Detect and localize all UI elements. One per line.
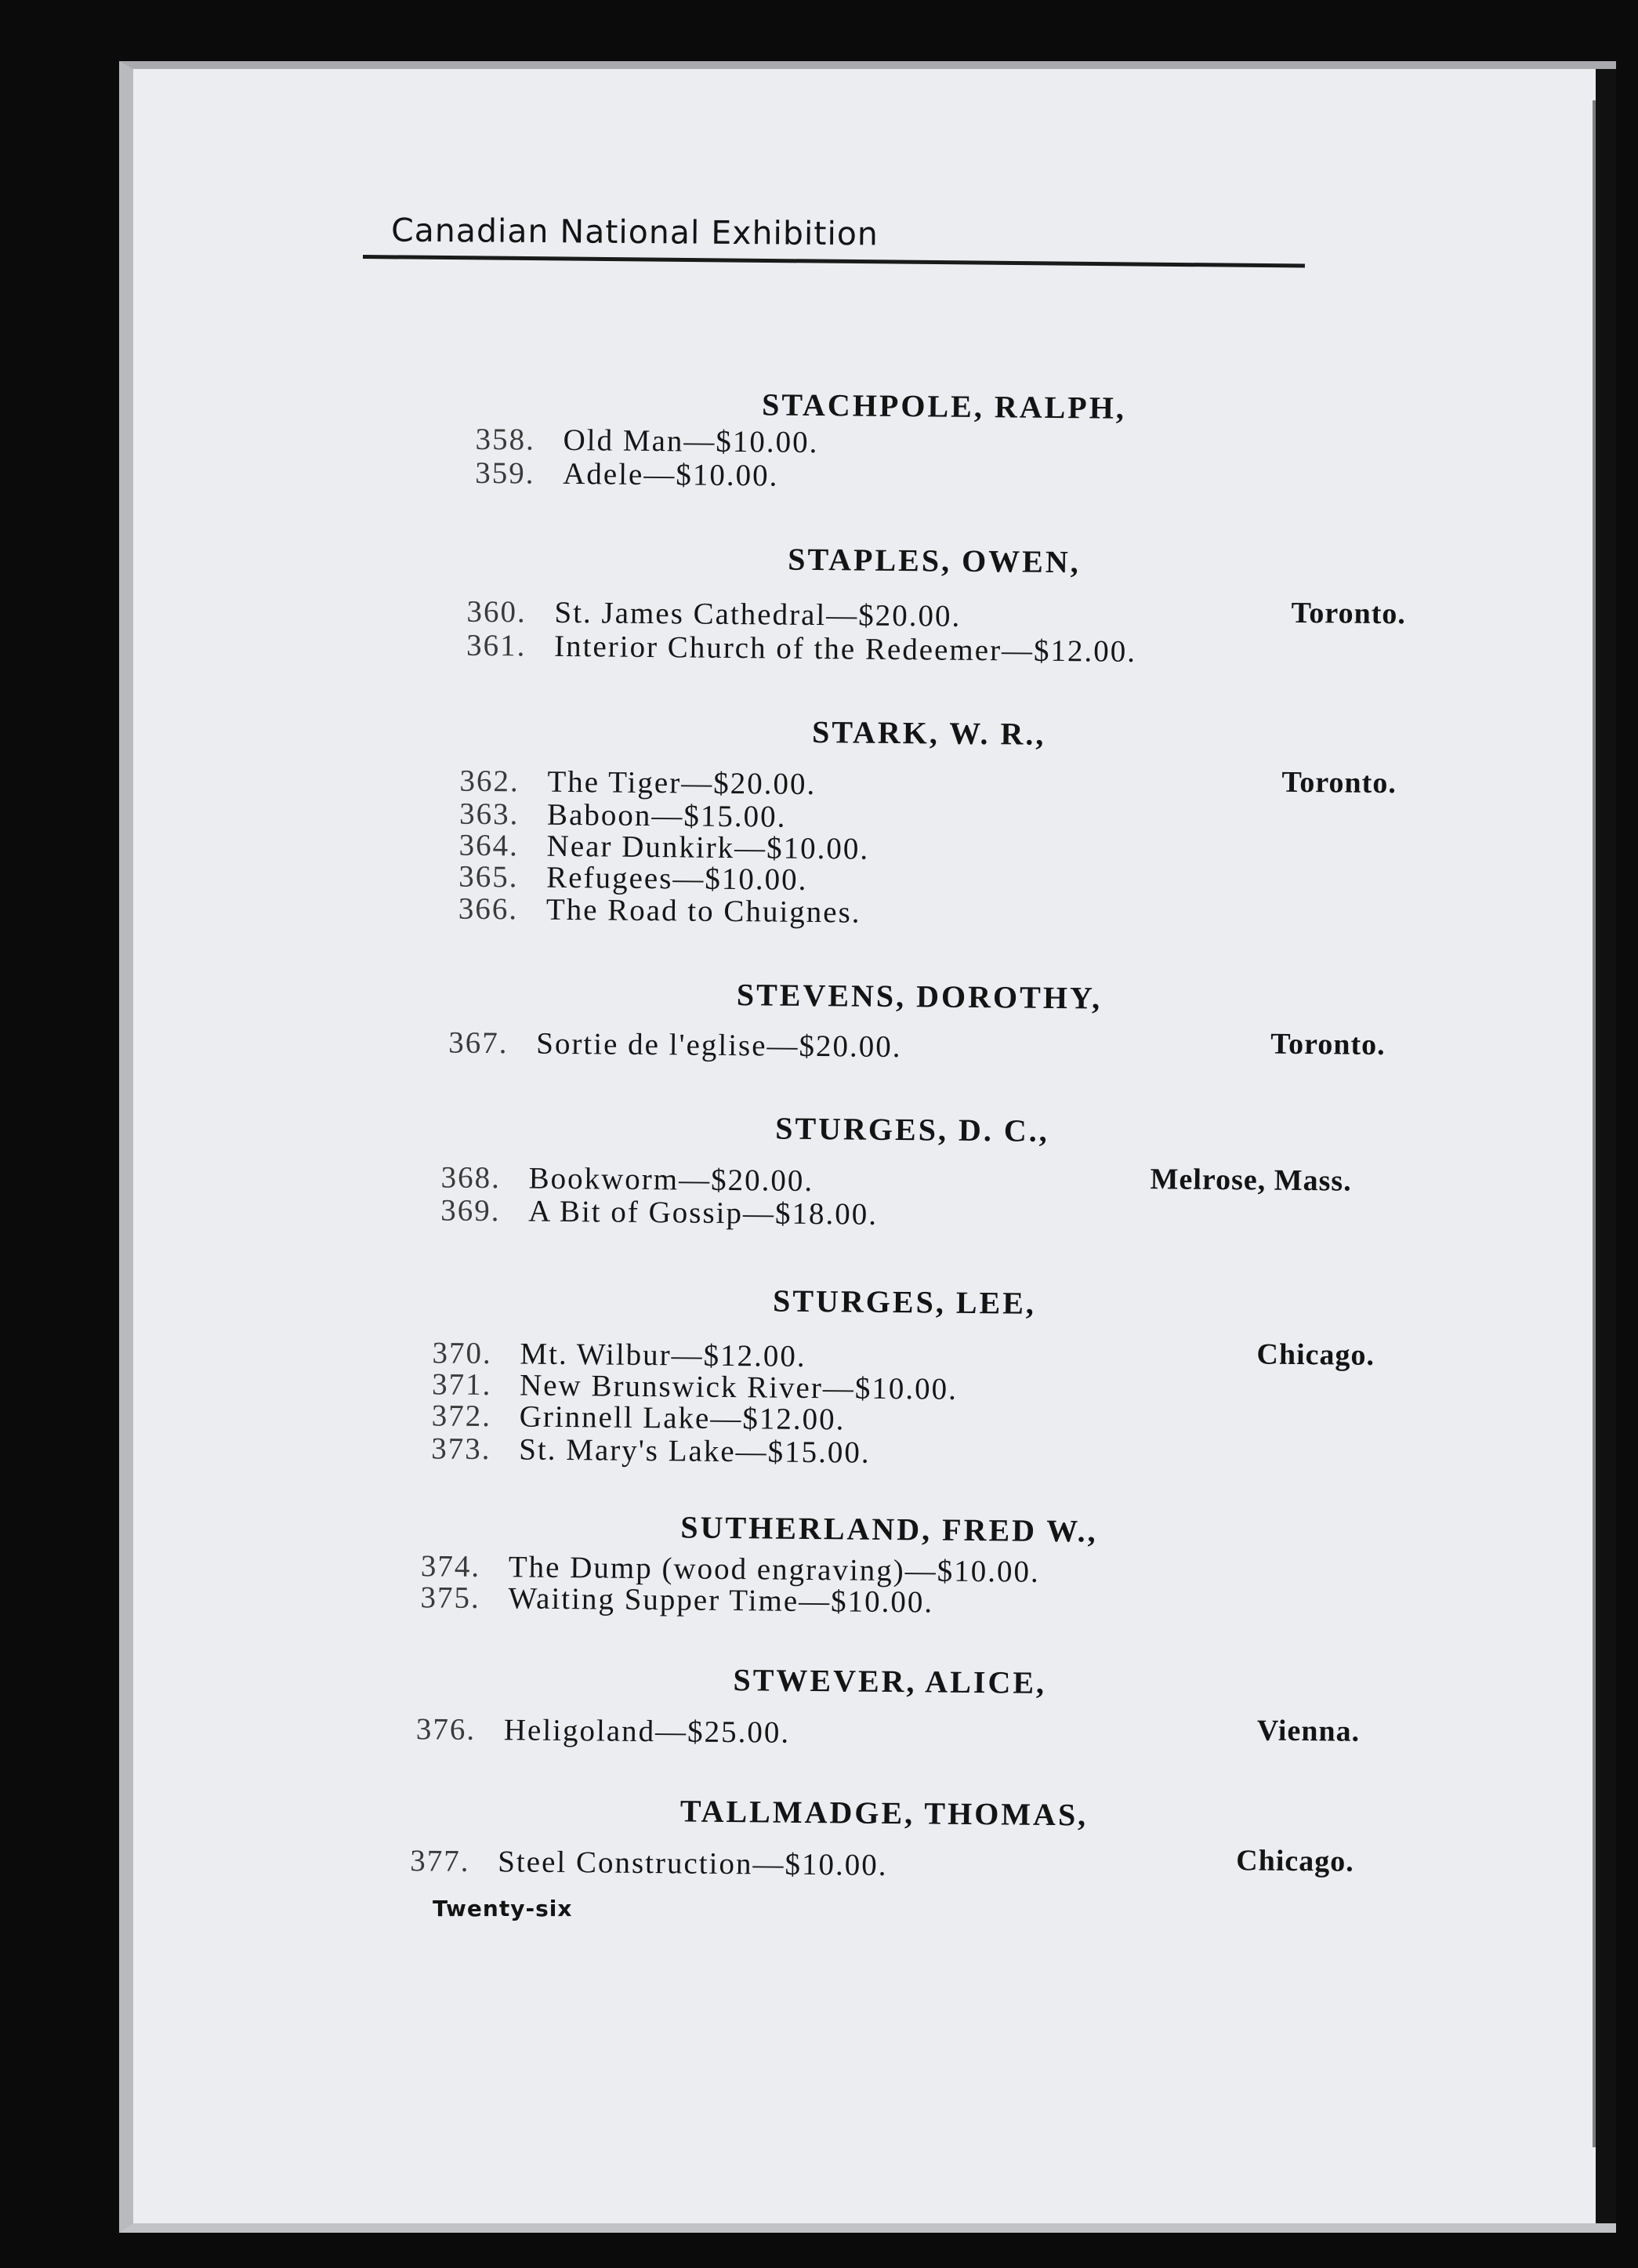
entry-number: 377. [410, 1844, 470, 1878]
entry-number: 370. [432, 1336, 492, 1371]
entry-number: 366. [458, 891, 519, 927]
artist-location: Toronto. [1270, 1027, 1386, 1062]
artist-name: STEVENS, DOROTHY, [736, 977, 1103, 1016]
artist-location: Toronto. [1291, 596, 1407, 631]
entry-number: 369. [440, 1193, 501, 1228]
entry-number: 372. [431, 1399, 492, 1434]
entry-number: 376. [415, 1712, 477, 1747]
entry-number: 358. [475, 422, 536, 457]
entry-item [431, 1431, 871, 1470]
page-shadow-edge [1596, 69, 1616, 2223]
entry-number: 359. [475, 455, 535, 491]
entry-number: 363. [458, 797, 520, 832]
entry-item [440, 1192, 878, 1232]
page-fold-line [1593, 100, 1596, 2147]
entry-number: 362. [459, 764, 520, 799]
entry-title: The Road to Chuignes. [545, 892, 861, 930]
artist-name: STAPLES, OWEN, [787, 541, 1081, 580]
entry-item [475, 422, 818, 460]
entry-title: Baboon—$15.00. [546, 797, 787, 834]
entry-item [458, 891, 861, 931]
entry-title: Bookworm—$20.00. [528, 1161, 814, 1199]
entry-number: 367. [448, 1025, 509, 1061]
artist-location: Vienna. [1256, 1714, 1361, 1748]
entry-title: Refugees—$10.00. [546, 860, 808, 897]
artist-name: STWEVER, ALICE, [733, 1662, 1047, 1700]
artist-location: Melrose, Mass. [1150, 1163, 1352, 1198]
entry-number: 368. [440, 1160, 502, 1196]
entry-number: 365. [458, 859, 519, 894]
entry-item [475, 455, 779, 494]
entry-title: Mt. Wilbur—$12.00. [520, 1337, 806, 1374]
entry-title: Heligoland—$25.00. [503, 1713, 791, 1750]
entry-number: 364. [458, 828, 520, 863]
entry-number: 373. [431, 1432, 491, 1467]
artist-location: Toronto. [1281, 765, 1397, 800]
entry-title: Steel Construction—$10.00. [498, 1845, 888, 1882]
entry-title: Old Man—$10.00. [563, 423, 819, 460]
entry-title: The Dump (wood engraving)—$10.00. [508, 1550, 1040, 1589]
entry-title: Grinnell Lake—$12.00. [519, 1399, 846, 1437]
artist-name: SUTHERLAND, FRED W., [680, 1509, 1098, 1549]
entry-item [466, 628, 1136, 670]
entry-item [448, 1025, 902, 1065]
entry-number: 375. [420, 1580, 480, 1615]
entry-number: 361. [466, 628, 527, 663]
artist-name: TALLMADGE, THOMAS, [679, 1793, 1089, 1833]
page-number-footer: Twenty-six [433, 1896, 573, 1921]
entry-number: 374. [420, 1549, 481, 1584]
entry-title: A Bit of Gossip—$18.00. [527, 1194, 879, 1232]
entry-title: Near Dunkirk—$10.00. [546, 829, 870, 866]
entry-number: 360. [466, 594, 527, 630]
entry-item [416, 1711, 791, 1751]
artist-name: STACHPOLE, RALPH, [761, 386, 1127, 426]
artist-name: STURGES, LEE, [772, 1283, 1037, 1321]
artist-name: STARK, W. R., [811, 713, 1046, 752]
entry-title: New Brunswick River—$10.00. [519, 1368, 959, 1406]
entry-item [420, 1580, 933, 1620]
artist-name: STURGES, D. C., [775, 1110, 1049, 1149]
artist-location: Chicago. [1236, 1844, 1354, 1878]
entry-number: 371. [431, 1367, 492, 1403]
entry-item [410, 1843, 888, 1883]
entry-title: Adele—$10.00. [563, 456, 779, 493]
running-head: Canadian National Exhibition [390, 211, 879, 253]
entry-title: Interior Church of the Redeemer—$12.00. [553, 629, 1137, 669]
entry-title: The Tiger—$20.00. [547, 764, 817, 802]
entry-title: St. James Cathedral—$20.00. [554, 595, 962, 633]
entry-title: St. Mary's Lake—$15.00. [519, 1432, 871, 1470]
entry-title: Waiting Supper Time—$10.00. [508, 1581, 934, 1620]
entry-title: Sortie de l'eglise—$20.00. [536, 1026, 902, 1065]
artist-location: Chicago. [1256, 1337, 1375, 1372]
